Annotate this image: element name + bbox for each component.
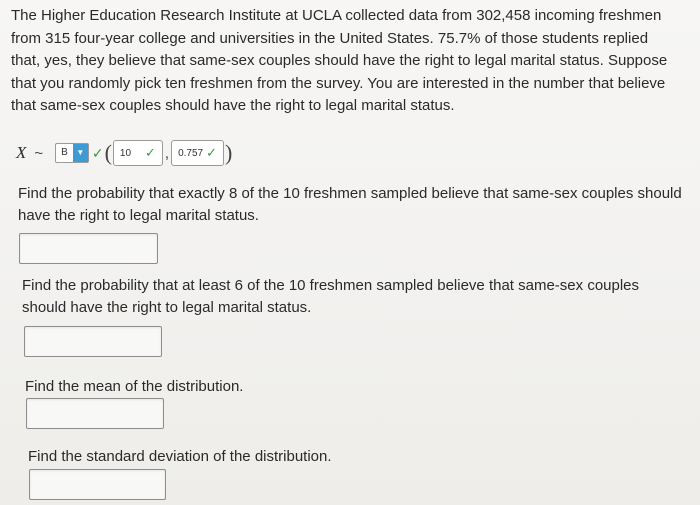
question-line: Find the probability that at least 6 of the 10 freshmen sampled believe that same-sex couples — [22, 277, 640, 294]
n-parameter-field[interactable] — [113, 140, 163, 166]
answer-field-at-least-6[interactable] — [24, 326, 162, 357]
answer-field-std-dev[interactable] — [29, 469, 166, 500]
problem-line: The Higher Education Research Institute at UCLA collected data from 302,458 incoming freshmen — [11, 7, 662, 24]
question-std-dev — [28, 446, 332, 468]
checkmark-icon: ✓ — [145, 145, 156, 160]
close-paren: ) — [225, 140, 233, 165]
problem-line: that same-sex couples should have the right to legal marital status. — [11, 97, 455, 114]
question-line: should have the right to legal marital status. — [22, 299, 312, 316]
question-exactly-8 — [18, 183, 682, 227]
problem-line: from 315 four-year college and universities in the United States. 75.7% of those students replied — [11, 29, 649, 47]
question-mean — [25, 376, 243, 398]
problem-statement — [11, 5, 700, 118]
comma-separator: , — [164, 144, 170, 162]
dropdown-arrow-icon[interactable]: ▼ — [73, 144, 88, 162]
distribution-type-select[interactable] — [55, 143, 89, 163]
checkmark-icon: ✓ — [91, 144, 104, 161]
p-parameter-field[interactable] — [171, 140, 224, 166]
problem-line: that you randomly pick ten freshmen from the survey. You are interested in the number that believe — [11, 74, 666, 92]
question-line: have the right to legal marital status. — [18, 207, 259, 224]
answer-field-exactly-8[interactable] — [19, 233, 158, 264]
answer-field-mean[interactable] — [26, 398, 164, 429]
random-variable: X — [16, 143, 27, 162]
question-line: Find the probability that exactly 8 of the 10 freshmen sampled believe that same-sex couples should — [18, 185, 682, 202]
checkmark-icon: ✓ — [206, 145, 218, 160]
question-at-least-6 — [22, 275, 639, 319]
distribution-type-value: B — [61, 147, 68, 158]
p-parameter-value: 0.757 — [178, 147, 204, 159]
tilde-symbol: ~ — [34, 144, 44, 162]
question-line: Find the mean of the distribution. — [25, 378, 244, 395]
n-parameter-value: 10 — [119, 147, 132, 159]
distribution-row — [16, 138, 233, 168]
question-line: Find the standard deviation of the distribution. — [28, 448, 332, 465]
open-paren: ( — [104, 140, 112, 165]
problem-line: that, yes, they believe that same-sex couples should have the right to legal marital status. Suppose — [11, 52, 668, 69]
